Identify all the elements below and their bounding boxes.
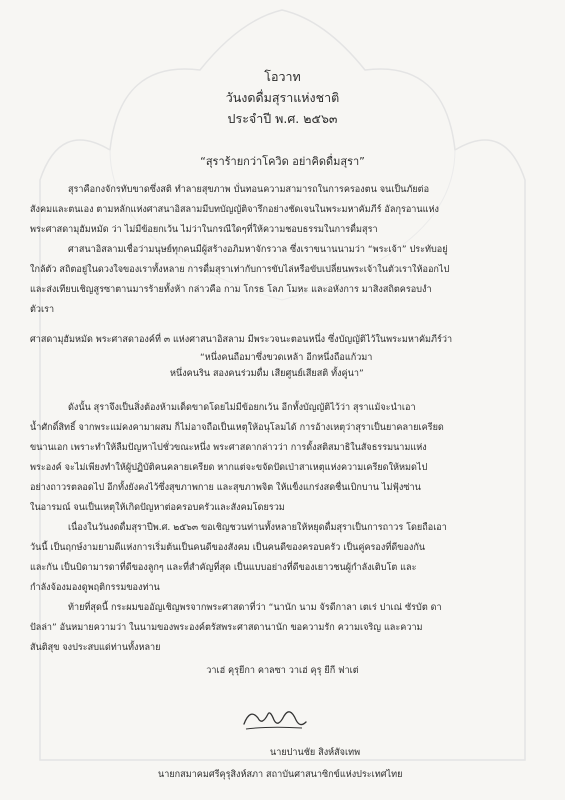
scripture-quote: [0, 350, 565, 382]
signer-title: นายกสมาคมศรีคุรุสิงห์สภา สถาบันศาสนาซิกข์แห่งประเทศไทย: [158, 770, 403, 780]
text-line: สันติสุข จงประสบแด่ท่านทั้งหลาย: [30, 643, 161, 653]
year-line: ประจำปี พ.ศ. ๒๕๖๓: [227, 111, 338, 126]
title-line: โอวาท: [264, 69, 301, 84]
paragraph-3: [30, 398, 535, 518]
text-line: ปัลล่า” อันหมายความว่า ในนามของพระองค์ตรัสพระศาสดานานัก ขอความรัก ความเจริญ และความ: [30, 623, 423, 633]
text-line: สุราคือกงจักรทับขาดซึ่งสติ ทำลายสุขภาพ บั่นทอนความสามารถในการครองตน จนเป็นภัยต่อ: [68, 185, 430, 195]
text-line: น้ำศักดิ์สิทธิ์ จากพระแม่คงคามาผสม ก็ไม่อาจถือเป็นเหตุให้อนุโลมได้ การอ้างเหตุว่าสุราเป็นยาคลายเครียด: [30, 423, 444, 433]
text-line: ขนานเอก เพราะทำให้ลืมปัญหาไปชั่วขณะหนึ่ง พระศาสดากล่าวว่า การดั้งสติสมาธิในสัจธรรมนามแห่ง: [30, 443, 427, 453]
text-line: และกัน เป็นบิดามารดาที่ดีของลูกๆ และที่สำคัญที่สุด เป็นแบบอย่างที่ดีของเยาวชนผู้กำลังเติบโต และ: [30, 563, 417, 573]
text-line: ใกล้ตัว สถิตอยู่ในดวงใจของเราทั้งหลาย การดื่มสุราเท่ากับการขับไล่หรือขับเปลี่ยนพระเจ้าในตัวเราให้ออกไป: [30, 265, 450, 275]
text-line: ศาสดามุฮัมหมัด พระศาสดาองค์ที่ ๓ แห่งศาสนาอิสลาม มีพระวจนะตอนหนึ่ง ซึ่งบัญญัติไว้ในพระมหาคัมภีร์ว่า: [30, 335, 453, 345]
subtitle-line: วันงดดื่มสุราแห่งชาติ: [225, 90, 340, 105]
handwritten-signature: [240, 702, 310, 734]
closing-blessing: วาเฮ่ คุรุยีกา คาลซา วาเฮ่ คุรุ ยีกี ฟาเต่: [206, 666, 359, 676]
text-line: เนื่องในวันงดดื่มสุราปีพ.ศ. ๒๕๖๓ ขอเชิญชวนท่านทั้งหลายให้หยุดดื่มสุราเป็นการถาวร โดยถือเอา: [68, 523, 447, 533]
text-line: ดังนั้น สุราจึงเป็นสิ่งต้องห้ามเด็ดขาดโดยไม่มีข้อยกเว้น อีกทั้งบัญญัติไว้ว่า สุราแม้จะนำเอา: [68, 403, 416, 413]
paragraph-5: [30, 598, 535, 658]
slogan: “สุราร้ายกว่าโควิด อย่าคิดดื่มสุรา”: [200, 155, 365, 168]
text-line: อย่างถาวรตลอดไป อีกทั้งยังคงไว้ซึ่งสุขภาพกาย และสุขภาพจิต ให้แข็งแกร่งสดชื่นเบิกบาน ไม่ฟุ้งซ่าน: [30, 483, 421, 493]
text-line: ตัวเรา: [30, 305, 55, 315]
quote-line: “หนึ่งคนถือมาซึ่งขวดเหล้า อีกหนึ่งถือแก้วมา: [200, 353, 373, 363]
text-line: วันนี้ เป็นฤกษ์งามยามดีแห่งการเริ่มต้นเป็นคนดีของสังคม เป็นคนดีของครอบครัว เป็นคู่ครองที่ดีของกัน: [30, 543, 426, 553]
text-line: และส่งเทียบเชิญสูรซาตานมารร้ายทั้งห้า กล่าวคือ กาม โกรธ โลภ โมหะ และอหังการ มาสิงสถิตครอบงำ: [30, 285, 432, 295]
text-line: พระองค์ จะไม่เพียงทำให้ผู้ปฏิบัติคนคลายเครียด หากแต่จะขจัดปัดเป่าสาเหตุแห่งความเครียดให้หมดไป: [30, 463, 428, 473]
signer-name: นายปานชัย สิงห์สัจเทพ: [270, 748, 361, 758]
text-line: กำลังจ้องมองดูพฤติกรรมของท่าน: [30, 583, 160, 593]
text-line: ศาสนาอิสลามเชื่อว่ามนุษย์ทุกคนมีผู้สร้างอภิมหาจักรวาล ซึ่งเราขนานนามว่า “พระเจ้า” ประทับอยู่: [68, 245, 448, 255]
paragraph-2: [30, 330, 535, 350]
text-line: สังคมและตนเอง ตามหลักแห่งศาสนาอิสลามมีบทบัญญัติจารึกอย่างชัดเจนในพระมหาคัมภีร์ อัลกุรอานแห่ง: [30, 205, 439, 215]
paragraph-1: [30, 180, 535, 320]
quote-line: หนึ่งคนริน สองคนร่วมดื่ม เสียศูนย์เสียสติ ทั้งคู่นา”: [170, 369, 364, 379]
text-line: พระศาสดามุฮัมหมัด ว่า ไม่มีข้อยกเว้น ไม่ว่าในกรณีใดๆที่ให้ความชอบธรรมในการดื่มสุรา: [30, 225, 378, 235]
text-line: ท้ายที่สุดนี้ กระผมขออัญเชิญพรจากพระศาสดาที่ว่า “นานัก นาม จัรดีกาลา เตเร่ ปาเณ่ ซัรบัต ดา: [68, 603, 442, 613]
text-line: ในอารมณ์ จนเป็นเหตุให้เกิดปัญหาต่อครอบครัวและสังคมโดยรวม: [30, 503, 285, 513]
paragraph-4: [30, 518, 535, 598]
